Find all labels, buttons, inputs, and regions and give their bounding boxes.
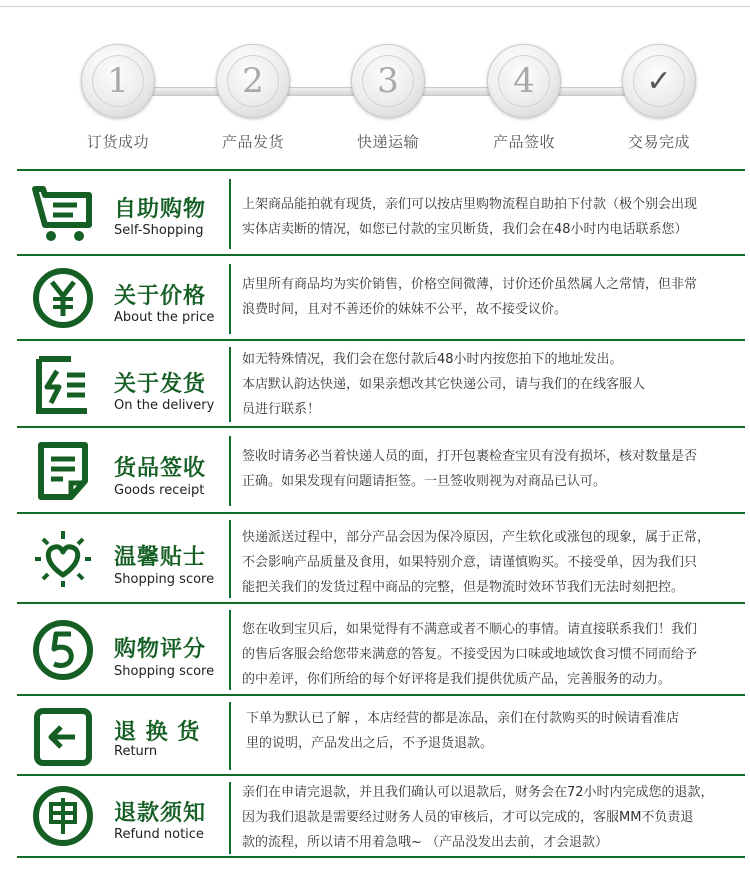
section-subtitle: Shopping score [114, 664, 215, 679]
section-subtitle: Refund notice [114, 827, 204, 842]
body-line: 的售后客服会给您带来满意的答复。不接受因为口味或地域饮食习惯不同而给予 [242, 647, 698, 662]
body-line: 本店默认韵达快递，如果亲想改其它快递公司，请与我们的在线客服人 [242, 377, 646, 392]
section-delivery [17, 339, 745, 426]
step-4 [464, 44, 584, 152]
heart-sun-icon [31, 527, 95, 591]
top-divider [0, 6, 750, 7]
section-title: 关于价格 [114, 284, 207, 309]
body-line: 您在收到宝贝后，如果觉得有不满意或者不顺心的事情。请直接联系我们！我们 [242, 622, 698, 637]
step-3 [328, 44, 448, 152]
body-line: 款的流程，所以请不用着急哦~ （产品没发出去前，才会退款） [242, 835, 609, 850]
step-label: 交易完成 [627, 133, 690, 151]
yen-icon [31, 266, 95, 330]
step-number: 4 [498, 55, 550, 107]
vertical-divider [229, 520, 231, 598]
section-title: 退 换 货 [114, 720, 201, 745]
body-line: 员进行联系！ [242, 402, 321, 417]
body-line: 正确。如果发现有问题请拒签。一旦签收则视为对商品已认可。 [242, 474, 607, 489]
body-line: 签收时请务必当着快递人员的面，打开包裹检查宝贝有没有损坏，核对数量是否 [242, 449, 698, 464]
step-number: 2 [227, 55, 279, 107]
vertical-divider [229, 702, 231, 770]
step-2 [193, 44, 313, 152]
step-label: 快递运输 [356, 133, 419, 151]
section-refund [17, 774, 745, 858]
vertical-divider [229, 347, 231, 422]
section-title: 退款须知 [114, 801, 207, 826]
section-title: 温馨贴士 [114, 545, 207, 570]
section-body [242, 617, 742, 692]
body-line: 不会影响产品质量及食用，如果特别介意，请谨慎购买。不接受单，因为我们只 [242, 555, 698, 570]
step-circle [216, 44, 290, 118]
check-icon: ✓ [633, 55, 685, 107]
section-subtitle: Return [114, 744, 158, 759]
section-subtitle: On the delivery [114, 398, 215, 413]
body-line: 实体店卖断的情况，如您已付款的宝贝断货，我们会在48小时内电话联系您） [242, 222, 688, 237]
section-title: 关于发货 [114, 372, 207, 397]
section-subtitle: Shopping score [114, 572, 215, 587]
order-steps [0, 44, 750, 164]
body-line: 浪费时间，且对不善还价的妹妹不公平，故不接受议价。 [242, 302, 568, 317]
section-body [242, 780, 742, 855]
vertical-divider [229, 264, 231, 334]
step-1 [58, 44, 178, 152]
step-number: 1 [92, 55, 144, 107]
step-circle [351, 44, 425, 118]
refund-icon [31, 784, 95, 848]
section-subtitle: About the price [114, 310, 215, 325]
vertical-divider [229, 782, 231, 854]
section-tips [17, 512, 745, 602]
body-line: 因为我们退款是需要经过财务人员的审核后，才可以完成的，客服MM不负责退 [242, 810, 694, 825]
step-circle [487, 44, 561, 118]
section-self-shopping [17, 169, 745, 254]
body-line: 上架商品能拍就有现货，亲们可以按店里购物流程自助拍下付款（极个别会出现 [242, 197, 698, 212]
section-title: 购物评分 [114, 637, 207, 662]
five-icon [31, 618, 95, 682]
step-label: 产品签收 [492, 133, 555, 151]
step-circle [81, 44, 155, 118]
section-body [242, 192, 742, 242]
cart-icon [31, 181, 95, 245]
section-price [17, 254, 745, 339]
section-subtitle: Self-Shopping [114, 223, 204, 238]
section-body [242, 272, 742, 322]
section-body [242, 525, 742, 600]
section-title: 自助购物 [114, 197, 207, 222]
delivery-icon [31, 353, 95, 417]
step-label: 订货成功 [86, 133, 149, 151]
body-line: 亲们在申请完退款，并且我们确认可以退款后，财务会在72小时内完成您的退款， [242, 785, 714, 800]
section-body [246, 706, 746, 756]
section-title: 货品签收 [114, 456, 207, 481]
step-circle [622, 44, 696, 118]
body-line: 里的说明，产品发出之后，不予退货退款。 [246, 736, 494, 751]
section-rating [17, 602, 745, 694]
step-5 [599, 44, 719, 152]
body-line: 如无特殊情况，我们会在您付款后48小时内按您拍下的地址发出。 [242, 352, 623, 367]
section-body [242, 444, 742, 494]
body-line: 的中差评，你们所给的每个好评将是我们提供优质产品，完善服务的动力。 [242, 672, 672, 687]
body-line: 店里所有商品均为实价销售，价格空间微薄，讨价还价虽然属人之常情，但非常 [242, 277, 698, 292]
receipt-icon [31, 439, 95, 503]
body-line: 能把关我们的发货过程中商品的完整，但是物流时效环节我们无法时刻把控。 [242, 580, 685, 595]
vertical-divider [229, 179, 231, 249]
section-return [17, 694, 745, 774]
step-label: 产品发货 [221, 133, 284, 151]
return-icon [31, 705, 95, 769]
body-line: 下单为默认已了解 ，本店经营的都是冻品，亲们在付款购买的时候请看准店 [246, 711, 680, 726]
body-line: 快递派送过程中，部分产品会因为保冷原因，产生软化或涨包的现象，属于正常， [242, 530, 711, 545]
section-subtitle: Goods receipt [114, 483, 205, 498]
section-body [242, 347, 742, 422]
section-receipt [17, 426, 745, 512]
vertical-divider [229, 436, 231, 506]
step-number: 3 [362, 55, 414, 107]
vertical-divider [229, 610, 231, 690]
